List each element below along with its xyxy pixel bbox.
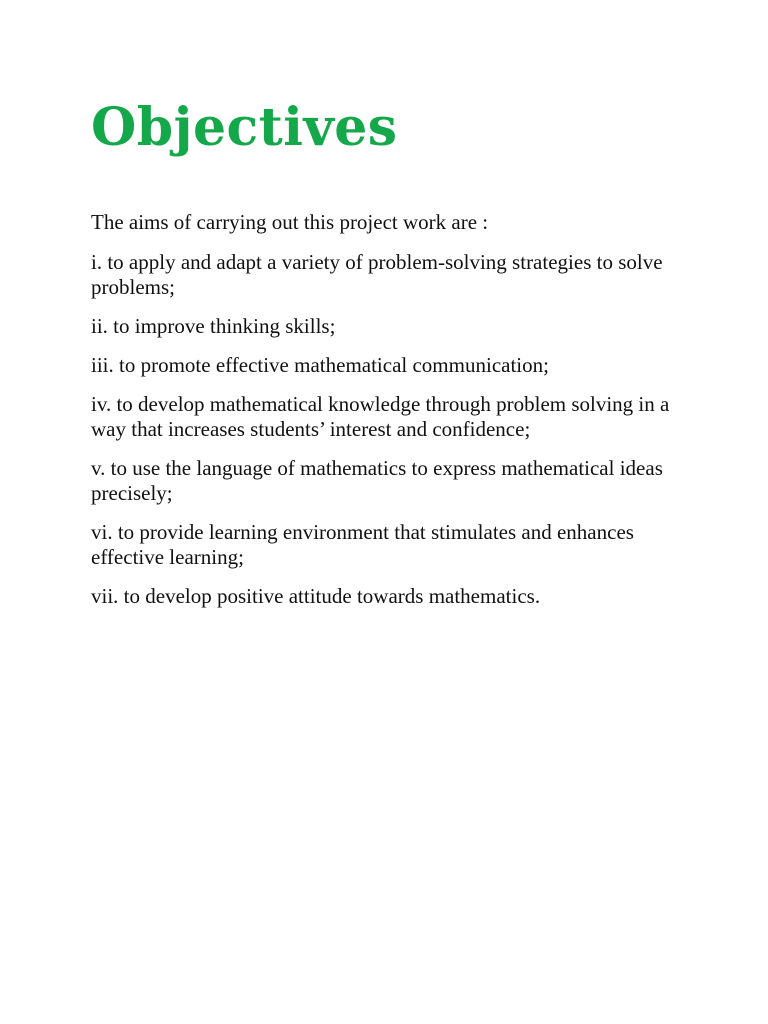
aim-item-7: vii. to develop positive attitude towards mathematics. bbox=[91, 584, 541, 608]
aim-item-3: iii. to promote effective mathematical communication; bbox=[91, 353, 549, 377]
document-body bbox=[91, 210, 701, 623]
aims-list bbox=[91, 250, 701, 609]
aim-item-1: i. to apply and adapt a variety of problem-solving strategies to solve problems; bbox=[91, 250, 663, 299]
aim-item-4: iv. to develop mathematical knowledge through problem solving in a way that increases students’ interest and confidence; bbox=[91, 392, 670, 441]
aim-item-6: vi. to provide learning environment that stimulates and enhances effective learning; bbox=[91, 520, 634, 569]
aim-item-2: ii. to improve thinking skills; bbox=[91, 314, 336, 338]
intro-paragraph: The aims of carrying out this project work are : bbox=[91, 210, 489, 234]
aim-item-5: v. to use the language of mathematics to express mathematical ideas precisely; bbox=[91, 456, 663, 505]
page-title: Objectives bbox=[91, 97, 398, 158]
